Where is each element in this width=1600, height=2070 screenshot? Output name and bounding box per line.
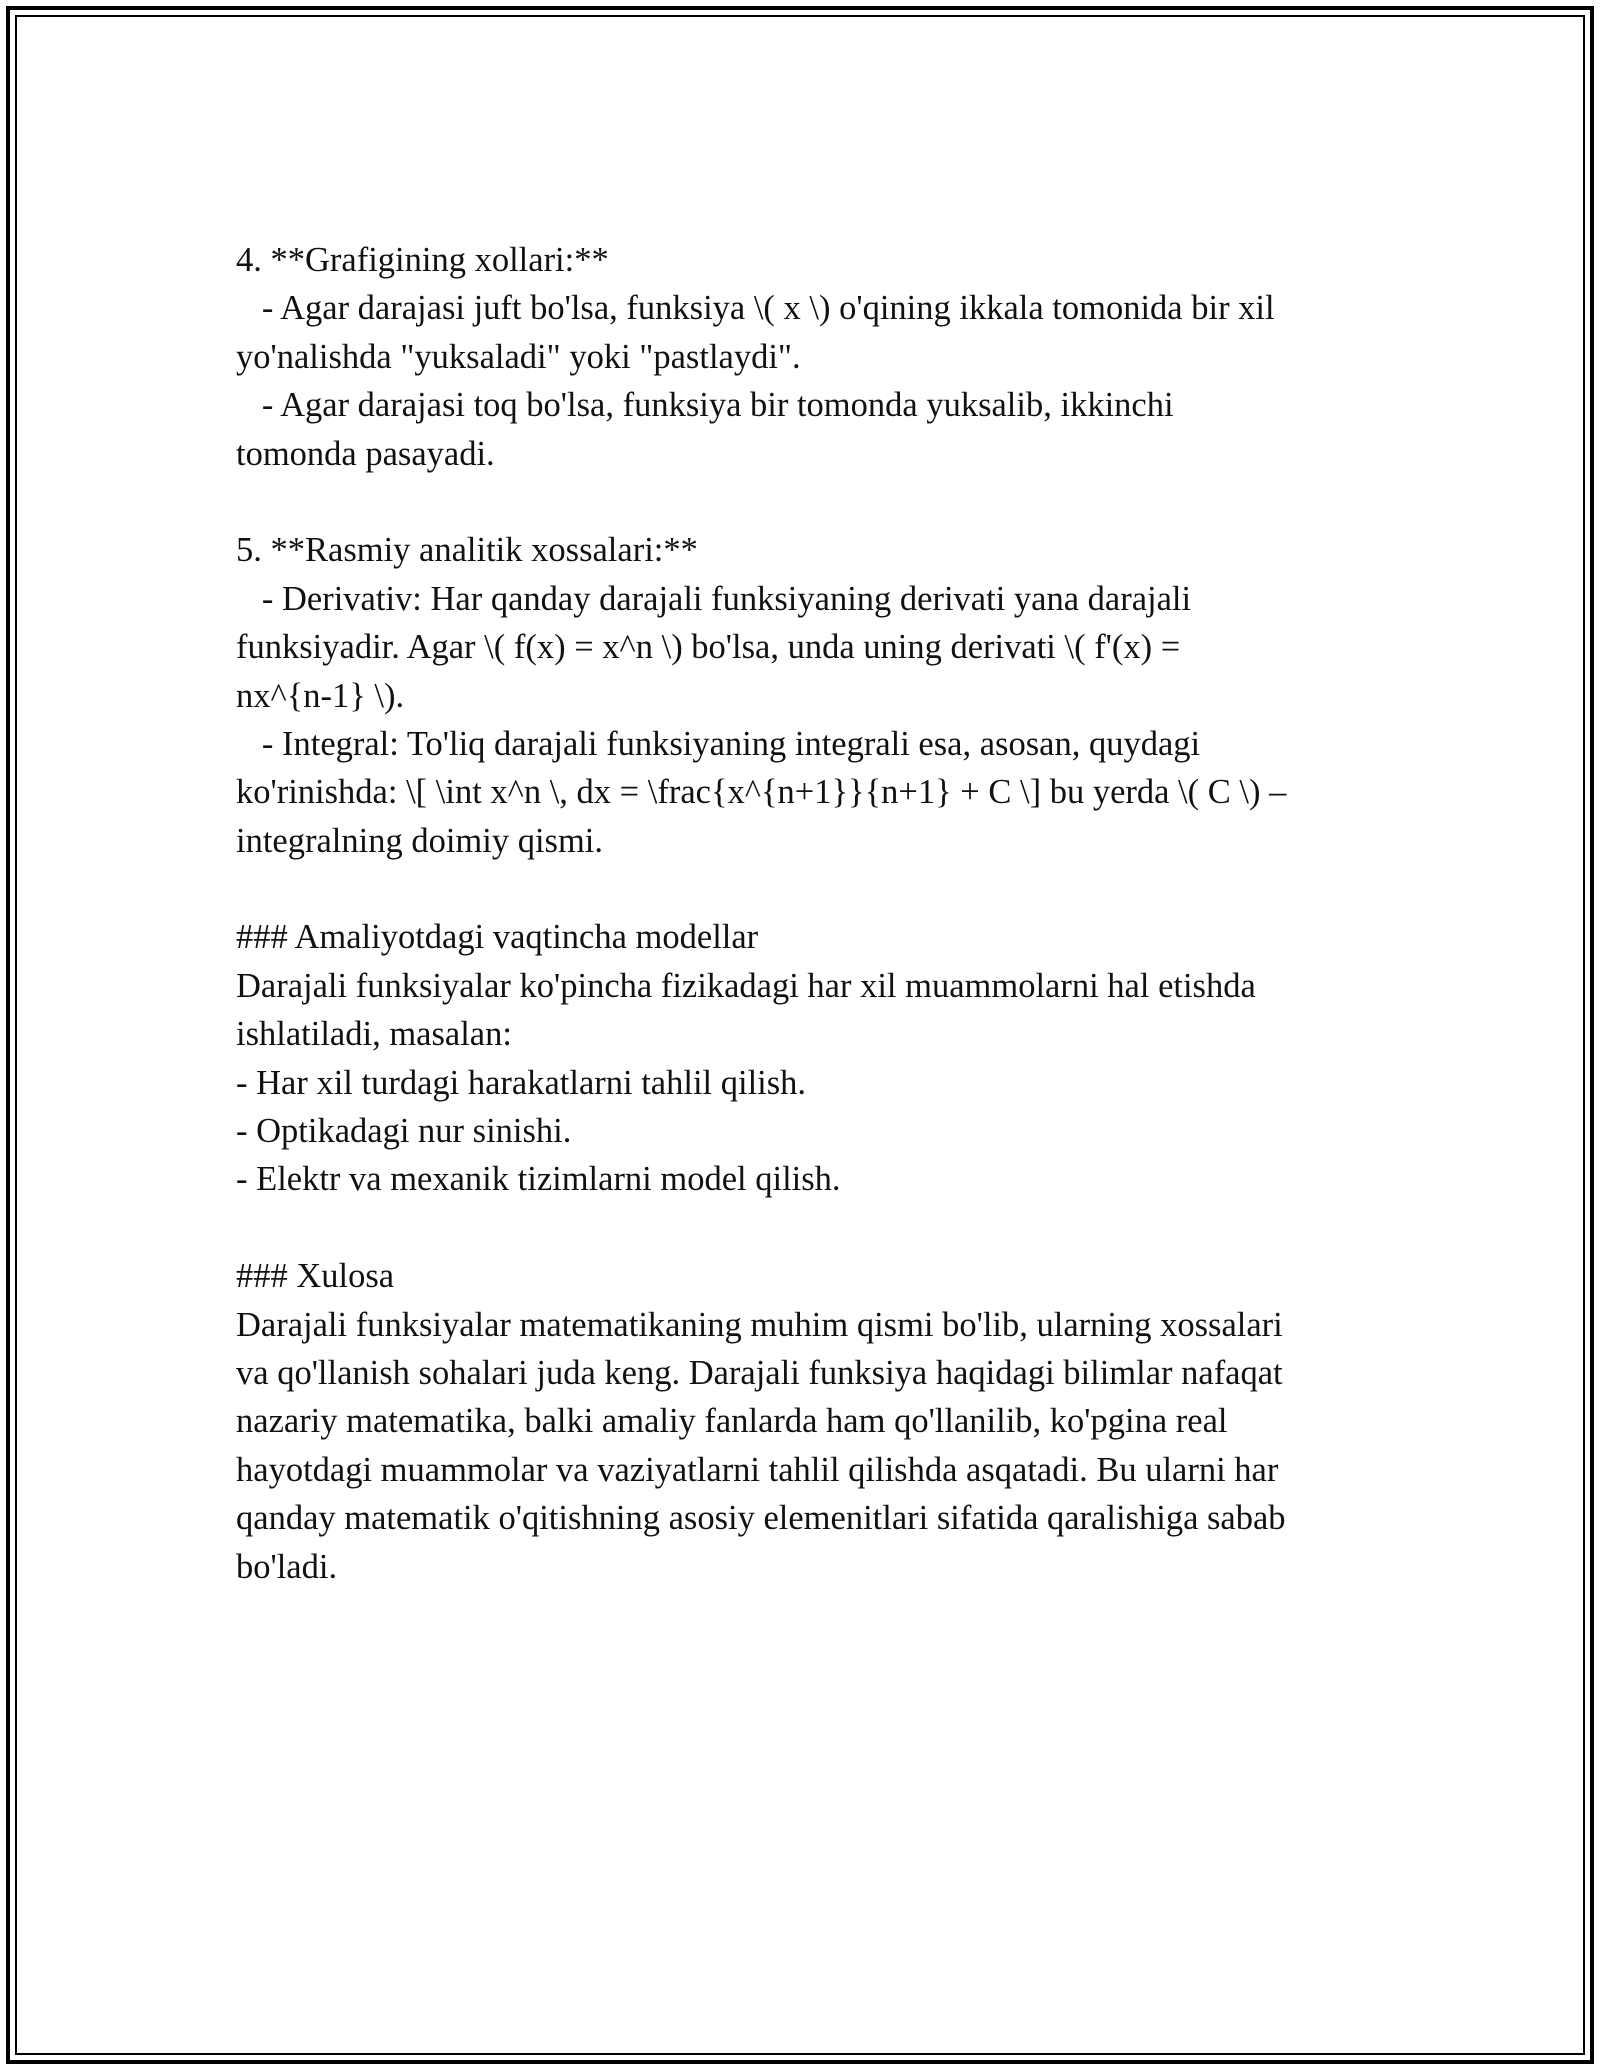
text-line: tomonda pasayadi.	[236, 434, 495, 473]
text-line: funksiyadir. Agar \( f(x) = x^n \) bo'lsa, unda uning derivati \( f'(x) =	[236, 628, 1181, 667]
text-line: va qo'llanish sohalari juda keng. Darajali funksiya haqidagi bilimlar nafaqat	[236, 1353, 1283, 1392]
section-rasmiy	[236, 526, 1376, 865]
text-line: - Integral: To'liq darajali funksiyaning integrali esa, asosan, quydagi	[236, 724, 1201, 763]
list-item: - Har xil turdagi harakatlarni tahlil qilish.	[236, 1063, 807, 1102]
paragraph-spacer	[236, 478, 1376, 526]
list-item: - Optikadagi nur sinishi.	[236, 1112, 572, 1151]
paragraph-spacer	[236, 1204, 1376, 1252]
section-heading: 4. **Grafigining xollari:**	[236, 241, 609, 279]
text-line: yo'nalishda "yuksaladi" yoki "pastlaydi".	[236, 337, 801, 376]
section-xulosa	[236, 1252, 1376, 1591]
list-item: - Elektr va mexanik tizimlarni model qilish.	[236, 1160, 841, 1199]
text-line: hayotdagi muammolar va vaziyatlarni tahlil qilishda asqatadi. Bu ularni har	[236, 1450, 1279, 1489]
section-grafik	[236, 236, 1376, 478]
text-line: nx^{n-1} \).	[236, 676, 405, 715]
paragraph-spacer	[236, 865, 1376, 913]
text-line: ishlatiladi, masalan:	[236, 1015, 512, 1054]
section-heading: ### Amaliyotdagi vaqtincha modellar	[236, 918, 759, 957]
text-line: ko'rinishda: \[ \int x^n \, dx = \frac{x^{n+1}}{n+1} + C \] bu yerda \( C \) –	[236, 773, 1287, 812]
document-body	[236, 236, 1376, 1591]
text-line: - Derivativ: Har qanday darajali funksiyaning derivati yana darajali	[236, 579, 1192, 618]
text-line: - Agar darajasi toq bo'lsa, funksiya bir tomonda yuksalib, ikkinchi	[236, 386, 1174, 425]
text-line: nazariy matematika, balki amaliy fanlarda ham qo'llanilib, ko'pgina real	[236, 1402, 1228, 1441]
text-line: integralning doimiy qismi.	[236, 821, 604, 860]
section-heading: 5. **Rasmiy analitik xossalari:**	[236, 531, 698, 570]
section-amaliyot	[236, 913, 1376, 1203]
text-line: Darajali funksiyalar ko'pincha fizikadagi har xil muammolarni hal etishda	[236, 966, 1256, 1005]
text-line: bo'ladi.	[236, 1547, 338, 1586]
section-heading: ### Xulosa	[236, 1257, 395, 1296]
text-line: qanday matematik o'qitishning asosiy elemenitlari sifatida qaralishiga sabab	[236, 1499, 1286, 1538]
text-line: Darajali funksiyalar matematikaning muhim qismi bo'lib, ularning xossalari	[236, 1305, 1283, 1344]
text-line: - Agar darajasi juft bo'lsa, funksiya \( x \) o'qining ikkala tomonida bir xil	[236, 289, 1275, 328]
